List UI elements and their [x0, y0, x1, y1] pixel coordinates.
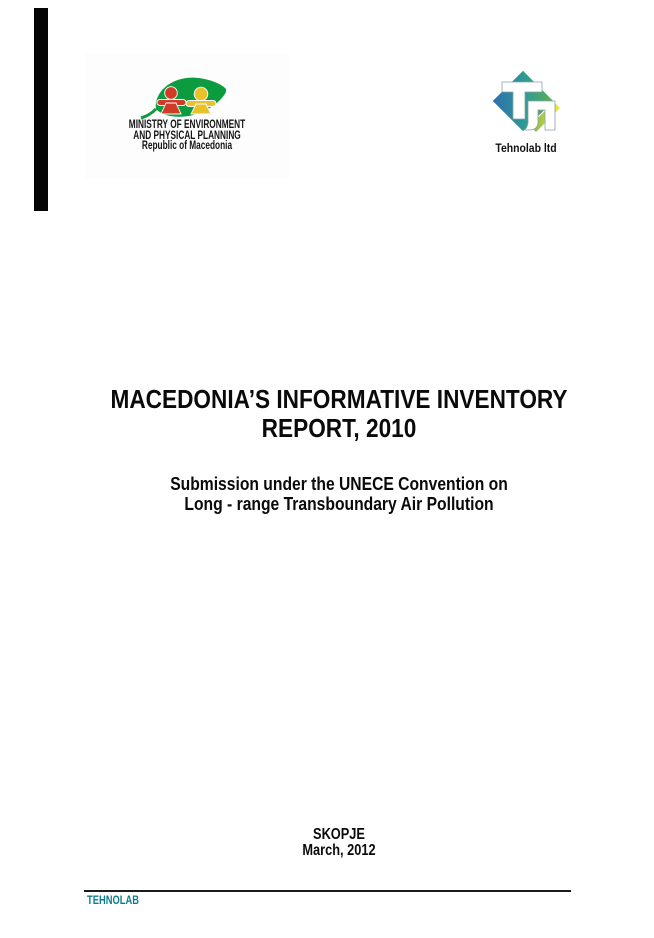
tehnolab-label-wrap	[466, 142, 586, 154]
ministry-name-line3: Republic of Macedonia	[141, 140, 233, 152]
date-label: March, 2012	[302, 842, 376, 860]
scan-artifact-bar	[34, 8, 48, 211]
ministry-name-line2: AND PHYSICAL PLANNING	[133, 129, 241, 142]
footer-brand: TEHNOLAB	[87, 893, 140, 907]
report-title-line1: MACEDONIA’S INFORMATIVE INVENTORY	[110, 384, 568, 414]
ministry-name-line1: MINISTRY OF ENVIRONMENT	[128, 119, 246, 131]
report-subtitle-line2: Long - range Transboundary Air Pollution	[184, 494, 494, 514]
footer-rule	[84, 890, 571, 892]
leaf-with-two-children-icon	[140, 76, 232, 120]
leaf-stem-shape	[141, 109, 156, 118]
ministry-name	[85, 120, 289, 152]
tehnolab-label: Tehnolab ltd	[495, 141, 557, 155]
report-subtitle-line1: Submission under the UNECE Convention on	[170, 474, 508, 494]
report-subtitle	[24, 474, 654, 514]
gradient-diamond-monogram-icon	[492, 69, 560, 137]
place-date	[24, 827, 654, 859]
place-label: SKOPJE	[313, 826, 365, 843]
report-title-line2: REPORT, 2010	[261, 412, 417, 443]
ministry-logo-block	[85, 53, 289, 179]
report-title	[24, 385, 654, 442]
